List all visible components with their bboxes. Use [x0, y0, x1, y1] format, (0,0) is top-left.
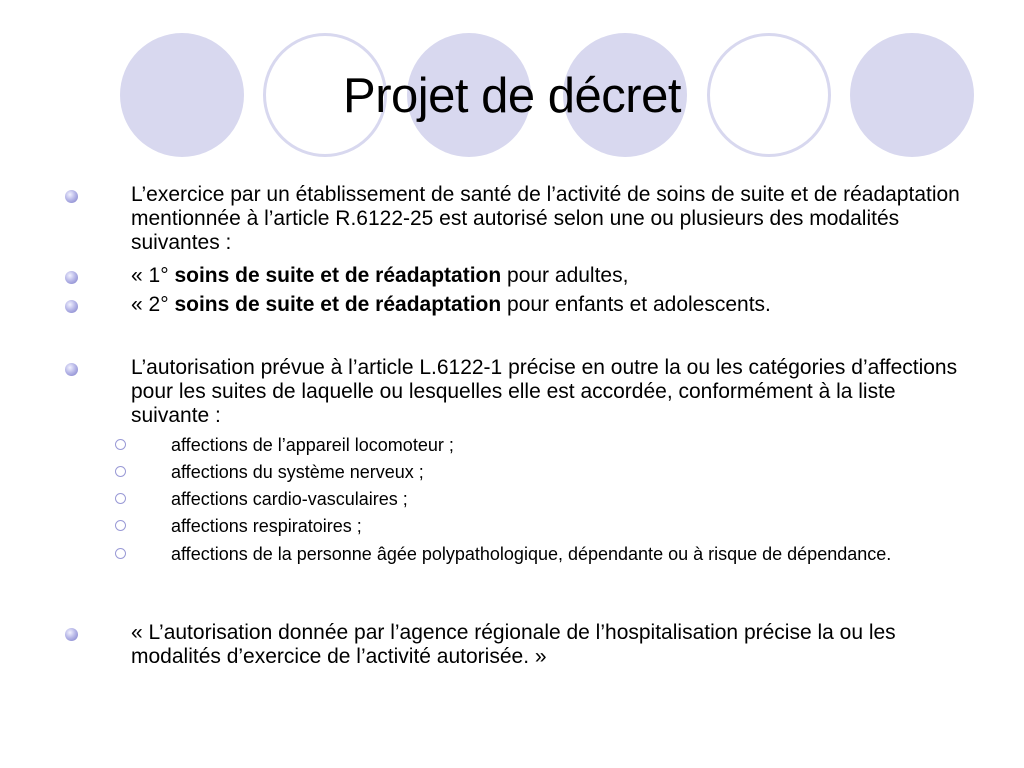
bullet-item [131, 621, 971, 669]
sub-bullet-text: affections de l’appareil locomoteur ; [171, 435, 454, 455]
bullet-icon [65, 190, 78, 203]
bullet-icon [65, 300, 78, 313]
sub-bullet-item [171, 488, 961, 510]
bullet-prefix: « 2° [131, 293, 175, 316]
bullet-item [131, 293, 971, 317]
bullet-item [131, 264, 971, 288]
sub-bullet-item [171, 515, 961, 537]
sub-bullet-text: affections du système nerveux ; [171, 462, 424, 482]
sub-bullet-text: affections respiratoires ; [171, 516, 362, 536]
bullet-text: L’exercice par un établissement de santé de l’activité de soins de suite et de réadaptation mentionnée à l’article R.6122-25 est autorisé selon une ou plusieurs des modalités suivantes : [131, 183, 960, 254]
slide-title: Projet de décret [343, 69, 681, 123]
bullet-prefix: « 1° [131, 264, 175, 287]
bullet-suffix: pour adultes, [501, 264, 629, 287]
bullet-bold-text: soins de suite et de réadaptation [174, 293, 502, 316]
bullet-icon [65, 271, 78, 284]
sub-bullet-icon [115, 439, 126, 450]
sub-bullet-item [171, 543, 961, 565]
bullet-item [131, 356, 971, 428]
bullet-suffix: pour enfants et adolescents. [501, 293, 771, 316]
bullet-icon [65, 363, 78, 376]
bullet-item [131, 183, 971, 255]
bullet-icon [65, 628, 78, 641]
sub-bullet-item [171, 461, 961, 483]
bullet-bold-text: soins de suite et de réadaptation [174, 264, 502, 287]
sub-bullet-icon [115, 520, 126, 531]
bullet-text: « L’autorisation donnée par l’agence régionale de l’hospitalisation précise la ou les modalités d’exercice de l’activité autorisée. » [131, 621, 896, 668]
sub-bullet-text: affections cardio-vasculaires ; [171, 489, 408, 509]
sub-bullet-item [171, 434, 961, 456]
sub-bullet-text: affections de la personne âgée polypathologique, dépendante ou à risque de dépendance. [171, 544, 892, 564]
sub-bullet-icon [115, 548, 126, 559]
sub-bullet-icon [115, 493, 126, 504]
sub-bullet-icon [115, 466, 126, 477]
bullet-text: L’autorisation prévue à l’article L.6122-1 précise en outre la ou les catégories d’affections pour les suites de laquelle ou lesquelles elle est accordée, conformément à la liste suivante : [131, 356, 958, 427]
